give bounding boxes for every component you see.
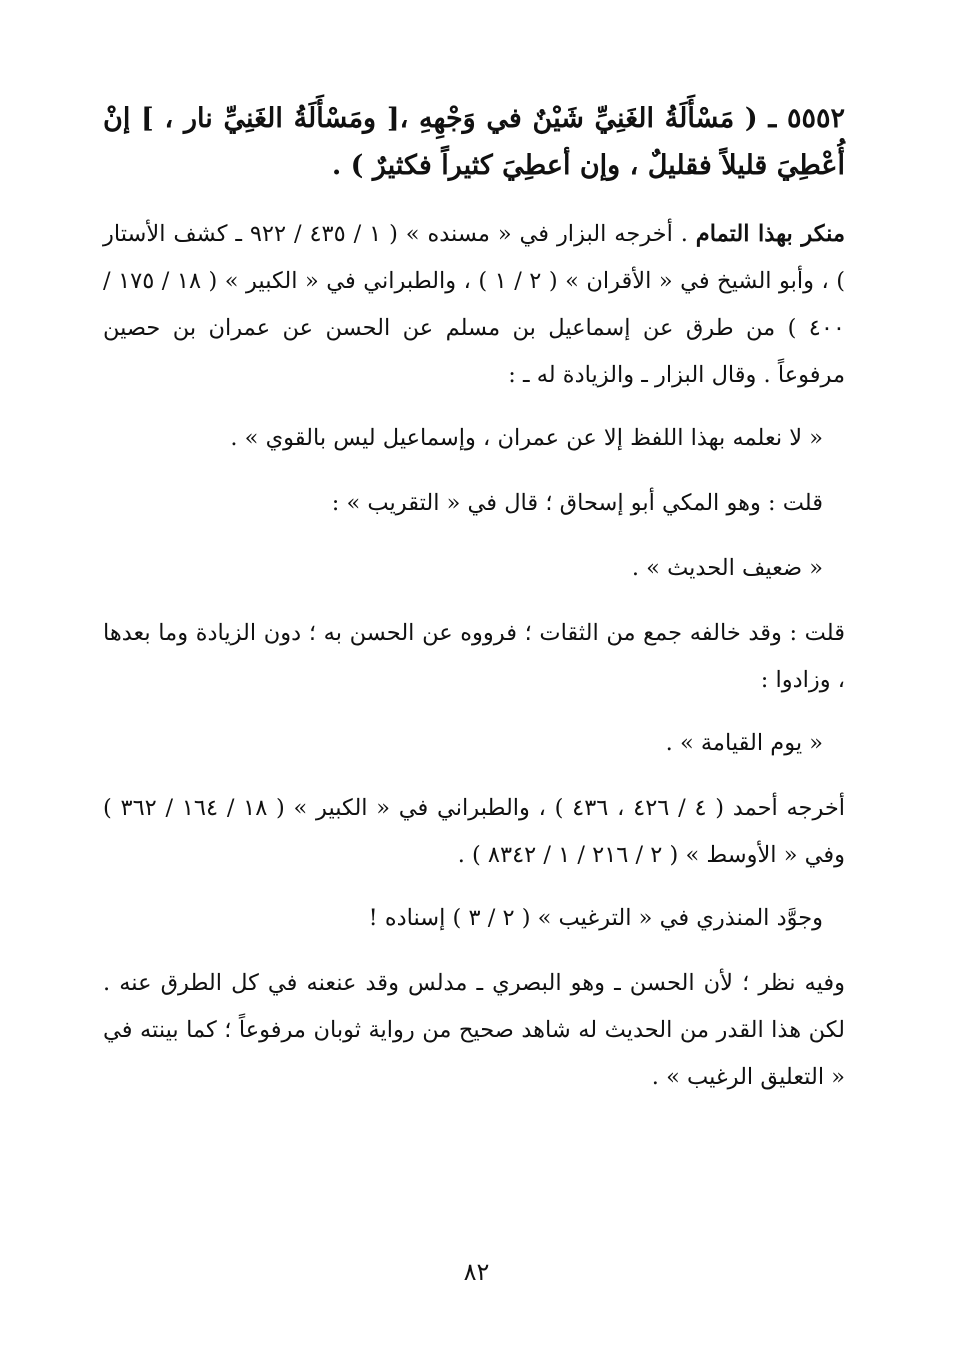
qult-disagreement: قلت : وقد خالفه جمع من الثقات ؛ فرووه عن الحسن به ؛ دون الزيادة وما بعدها ، وزادوا : — [103, 620, 845, 693]
hadith-text: ٥٥٥٢ ـ ( مَسْأَلَةُ الغَنِيِّ شَيْنٌ في وَجْهِهِ ،[ ومَسْأَلَةُ الغَنِيِّ نار ، ] إنْ أُعْطِيَ قليلاً فقليلٌ ، وإن أعطِيَ كثيراً فكثيرٌ ) . — [103, 103, 845, 181]
page-body — [103, 95, 845, 1117]
page-number: ٨٢ — [463, 1258, 490, 1286]
ruling-paragraph — [103, 211, 845, 399]
mundhiri-paragraph: وجوَّد المنذري في « الترغيب » ( ٢ / ٣ ) إسناده ! — [368, 905, 823, 931]
bazzar-quote: « لا نعلمه بهذا اللفظ إلا عن عمران ، وإسماعيل ليس بالقوي » . — [230, 425, 823, 451]
qult-taqrib: قلت : وهو المكي أبو إسحاق ؛ قال في « التقريب » : — [331, 490, 823, 516]
ruling-text: . أخرجه البزار في « مسنده » ( ١ / ٤٣٥ / ٩٢٢ ـ كشف الأستار ) ، وأبو الشيخ في « الأقران » ( ٢ / ١ ) ، والطبراني في « الكبير » ( ١٨ / ١٧٥ / ٤٠٠ ) من طرق عن إسماعيل بن مسلم عن الحسن عن عمران بن حصين مرفوعاً . وقال البزار ـ والزيادة له ـ : — [103, 221, 846, 388]
takhrij-paragraph: أخرجه أحمد ( ٤ / ٤٢٦ ، ٤٣٦ ) ، والطبراني في « الكبير » ( ١٨ / ١٦٤ / ٣٦٢ ) وفي « الأوسط » ( ٢ / ٢١٦ / ١ / ٨٣٤٢ ) . — [103, 795, 846, 868]
conclusion-paragraph: وفيه نظر ؛ لأن الحسن ـ وهو البصري ـ مدلس وقد عنعنه في كل الطرق عنه . لكن هذا القدر من الحديث له شاهد صحيح من رواية ثوبان مرفوعاً ؛ كما بينته في « التعليق الرغيب » . — [103, 970, 845, 1090]
ruling-label: منكر بهذا التمام — [695, 221, 846, 247]
taqrib-quote: « ضعيف الحديث » . — [631, 555, 823, 581]
addition-quote: « يوم القيامة » . — [665, 730, 823, 756]
